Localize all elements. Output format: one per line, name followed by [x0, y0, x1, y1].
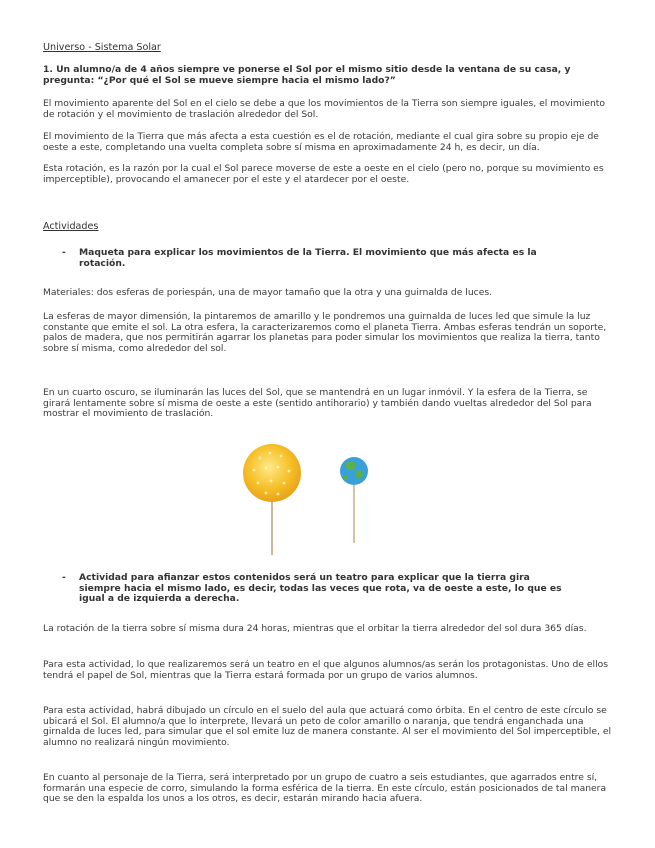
- paragraph-theatre-intro: Para esta actividad, lo que realizaremos será un teatro en el que algunos alumnos/as serán los protagonistas. Uno de ellos tendrá el papel de Sol, mientras que la Tierra estará formada por un grupo de varios alumnos.: [43, 659, 609, 681]
- paragraph-durations: La rotación de la tierra sobre sí misma dura 24 horas, mientras que el orbitar la tierra alrededor del sol dura 365 días.: [43, 623, 587, 634]
- question-text: 1. Un alumno/a de 4 años siempre ve ponerse el Sol por el mismo sitio desde la ventana de su casa, y pregunta: “¿Por qué el Sol se mueve siempre hacia el mismo lado?”: [43, 64, 571, 86]
- activities-heading: Actividades: [43, 221, 99, 232]
- sun-earth-model-illustration: [236, 438, 376, 558]
- earth-sphere: [340, 457, 368, 485]
- paragraph-dark-room: En un cuarto oscuro, se iluminarán las luces del Sol, que se mantendrá en un lugar inmóvil. Y la esfera de la Tierra, se girará lentamente sobre sí misma de oeste a este (sentido antihorario) y también dando vueltas alrededor del Sol para mostrar el movimiento de traslación.: [43, 387, 592, 420]
- paragraph-spheres: La esferas de mayor dimensión, la pintaremos de amarillo y le pondremos una guirnalda de luces led que simule la luz constante que emite el sol. La otra esfera, la caracterizaremos como el planeta Tierra. Ambas esferas tendrán un soporte, palos de madera, que nos permitirán agarrar los planetas para poder simular los movimientos que realiza la tierra, tanto sobre sí misma, como alrededor del sol.: [43, 311, 607, 354]
- bullet-model-activity: Maqueta para explicar los movimientos de la Tierra. El movimiento que más afecta es la rotación.: [79, 247, 537, 269]
- sun-sphere: [243, 444, 301, 502]
- paragraph-rotation: El movimiento de la Tierra que más afecta a esta cuestión es el de rotación, mediante el cual gira sobre su propio eje de oeste a este, completando una vuelta completa sobre sí misma en aproximadamente 24 h, es decir, un día.: [43, 131, 599, 153]
- paragraph-sun-role: Para esta actividad, habrá dibujado un círculo en el suelo del aula que actuará como órbita. En el centro de este círculo se ubicará el Sol. El alumno/a que lo interprete, llevará un peto de color amarillo o naranja, que tendrá enganchada una girnalda de luces led, para simular que el sol emite luz de manera constante. Al ser el movimiento del Sol imperceptible, el alumno no realizará ningún movimiento.: [43, 705, 612, 748]
- paragraph-apparent-motion: El movimiento aparente del Sol en el cielo se debe a que los movimientos de la Tierra son siempre iguales, el movimiento de rotación y el movimiento de traslación alrededor del Sol.: [43, 98, 606, 120]
- paragraph-earth-role: En cuanto al personaje de la Tierra, será interpretado por un grupo de cuatro a seis estudiantes, que agarrados entre sí, formarán una especie de corro, simulando la forma esférica de la tierra. En este círculo, están posicionados de tal manera que se den la espalda los unos a los otros, es decir, estarán mirando hacia afuera.: [43, 772, 607, 805]
- paragraph-rotation-effect: Esta rotación, es la razón por la cual el Sol parece moverse de este a oeste en el cielo (pero no, porque su movimiento es imperceptible), provocando el amanecer por el este y el atardecer por el oeste.: [43, 163, 604, 185]
- materials-text: Materiales: dos esferas de poriespán, una de mayor tamaño que la otra y una guirnalda de luces.: [43, 287, 493, 298]
- bullet-marker-2: -: [62, 572, 66, 583]
- bullet-theatre-activity: Actividad para afianzar estos contenidos será un teatro para explicar que la tierra gira siempre hacia el mismo lado, es decir, todas las veces que rota, va de oeste a este, lo que es igual a de izquierda a derecha.: [79, 572, 562, 605]
- document-title: Universo - Sistema Solar: [43, 42, 161, 53]
- bullet-marker-1: -: [62, 247, 66, 258]
